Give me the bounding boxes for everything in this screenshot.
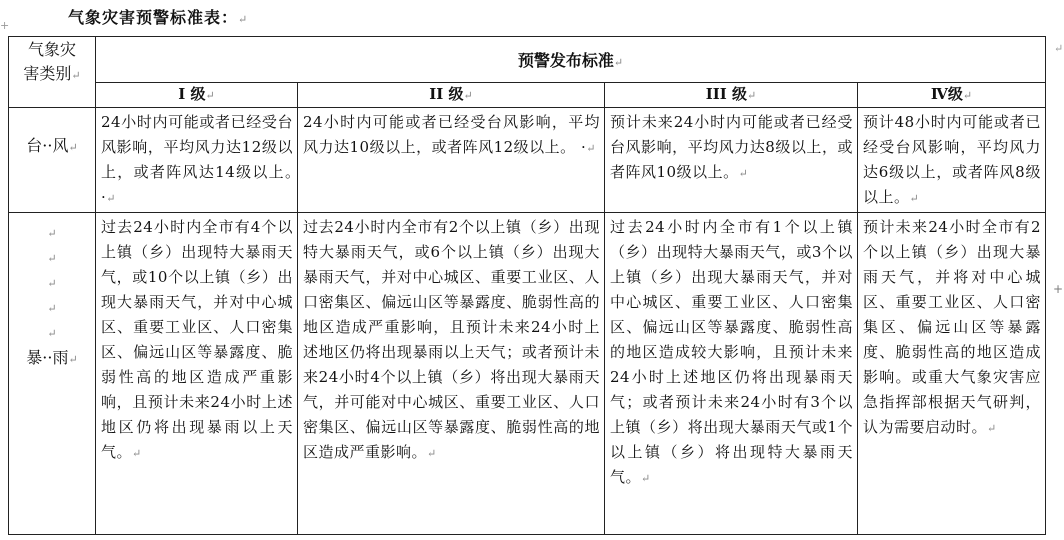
paragraph-mark: ↵ [463, 89, 473, 102]
paragraph-mark: ↵ [586, 142, 596, 155]
rainstorm-level-4 [858, 213, 1046, 535]
rainstorm-level-1 [96, 213, 298, 535]
paragraph-mark: ↵ [641, 472, 651, 485]
typhoon-level-2 [298, 108, 605, 213]
typhoon-level-4 [858, 108, 1046, 213]
standard-text: 预计未来24小时全市有2个以上镇（乡）出现大暴雨天气，并将对中心城区、重要工业区、人口密集区、偏远山区等暴露度、脆弱性高的地区造成影响。或重大气象灾害应急指挥部根据天气研判，认为需要启动时。 [863, 218, 1041, 436]
standard-text: 预计未来24小时内可能或者已经受台风影响，平均风力达8级以上，或者阵风10级以上。 [610, 113, 853, 181]
paragraph-mark: ↵ [47, 252, 57, 265]
paragraph-mark: ↵ [909, 192, 920, 205]
standard-text: 24小时内可能或者已经受台风影响，平均风力达10级以上，或者阵风12级以上。 · [303, 113, 600, 156]
category-label: 台··风 [26, 136, 69, 155]
level-header-2 [298, 83, 605, 108]
standard-text: 过去24小时内全市有1个以上镇（乡）出现特大暴雨天气，或3个以上镇（乡）出现大暴雨天气，并对中心城区、重要工业区、人口密集区、偏远山区等暴露度、脆弱性高的地区造成较大影响，且预计未来24小时上述地区仍将出现暴雨天气；或者预计未来24小时有3个以上镇（乡）将出现大暴雨天气或1个以上镇（乡）将出现特大暴雨天气。 [610, 218, 853, 486]
paragraph-mark: ↵ [132, 447, 142, 460]
rainstorm-level-3 [605, 213, 858, 535]
header-category [9, 37, 96, 108]
end-of-row-mark: ↵ [1054, 42, 1064, 55]
standard-text: 过去24小时内全市有4个以上镇（乡）出现特大暴雨天气，或10个以上镇（乡）出现大暴雨天气，并对中心城区、重要工业区、人口密集区、偏远山区等暴露度、脆弱性高的地区造成严重影响，且预计未来24小时上述地区仍将出现暴雨以上天气。 [101, 218, 293, 461]
paragraph-mark: ↵ [71, 69, 81, 82]
paragraph-mark: ↵ [738, 167, 749, 180]
standard-text: 过去24小时内全市有2个以上镇（乡）出现特大暴雨天气，或6个以上镇（乡）出现大暴雨天气，并对中心城区、重要工业区、人口密集区、偏远山区等暴露度、脆弱性高的地区造成严重影响，且预计未来24小时上述地区仍将出现暴雨以上天气；或者预计未来24小时4个以上镇（乡）将出现大暴雨天气，并可能对中心城区、重要工业区、人口密集区、偏远山区等暴露度、脆弱性高的地区造成严重影响。 [303, 218, 600, 461]
page-title: 气象灾害预警标准表：↵ [68, 8, 249, 27]
level-header-3 [605, 83, 858, 108]
typhoon-level-1 [96, 108, 298, 213]
header-group [96, 37, 1046, 83]
level-header-4 [858, 83, 1046, 108]
level-header-label: I 级 [178, 85, 206, 103]
rainstorm-level-2 [298, 213, 605, 535]
group-header-label: 预警发布标准 [517, 51, 614, 70]
standard-text: 预计48小时内可能或者已经受台风影响，平均风力达6级以上，或者阵风8级以上。 [863, 113, 1041, 206]
typhoon-level-3 [605, 108, 858, 213]
level-header-label: Ⅳ级 [930, 85, 963, 103]
paragraph-mark: ↵ [68, 353, 78, 366]
level-header-label: II 级 [429, 85, 464, 103]
level-header-label: III 级 [705, 85, 748, 103]
paragraph-mark: ↵ [47, 227, 57, 240]
paragraph-mark: ↵ [205, 89, 215, 102]
paragraph-mark: ↵ [106, 192, 116, 205]
table-resize-handle[interactable]: + [1053, 282, 1064, 296]
paragraph-mark: ↵ [68, 141, 78, 154]
paragraph-mark: ↵ [613, 56, 624, 69]
standard-text: 24小时内可能或者已经受台风影响，平均风力达12级以上，或者阵风达14级以上。· [101, 113, 293, 206]
paragraph-mark: ↵ [47, 327, 57, 340]
paragraph-mark: ↵ [427, 447, 437, 460]
paragraph-mark: ↵ [238, 13, 249, 26]
category-typhoon [9, 108, 96, 213]
category-header-line2: 害类别 [23, 64, 72, 83]
warning-standards-table [8, 36, 1046, 535]
category-rainstorm [9, 213, 96, 535]
paragraph-mark: ↵ [747, 89, 757, 102]
paragraph-mark: ↵ [987, 422, 997, 435]
level-header-1 [96, 83, 298, 108]
category-header-line1: 气象灾 [27, 40, 76, 59]
paragraph-mark: ↵ [47, 277, 57, 290]
category-label: 暴··雨 [26, 348, 69, 367]
paragraph-mark: ↵ [962, 89, 973, 102]
paragraph-mark: ↵ [47, 302, 57, 315]
table-move-handle[interactable]: + [0, 19, 10, 32]
